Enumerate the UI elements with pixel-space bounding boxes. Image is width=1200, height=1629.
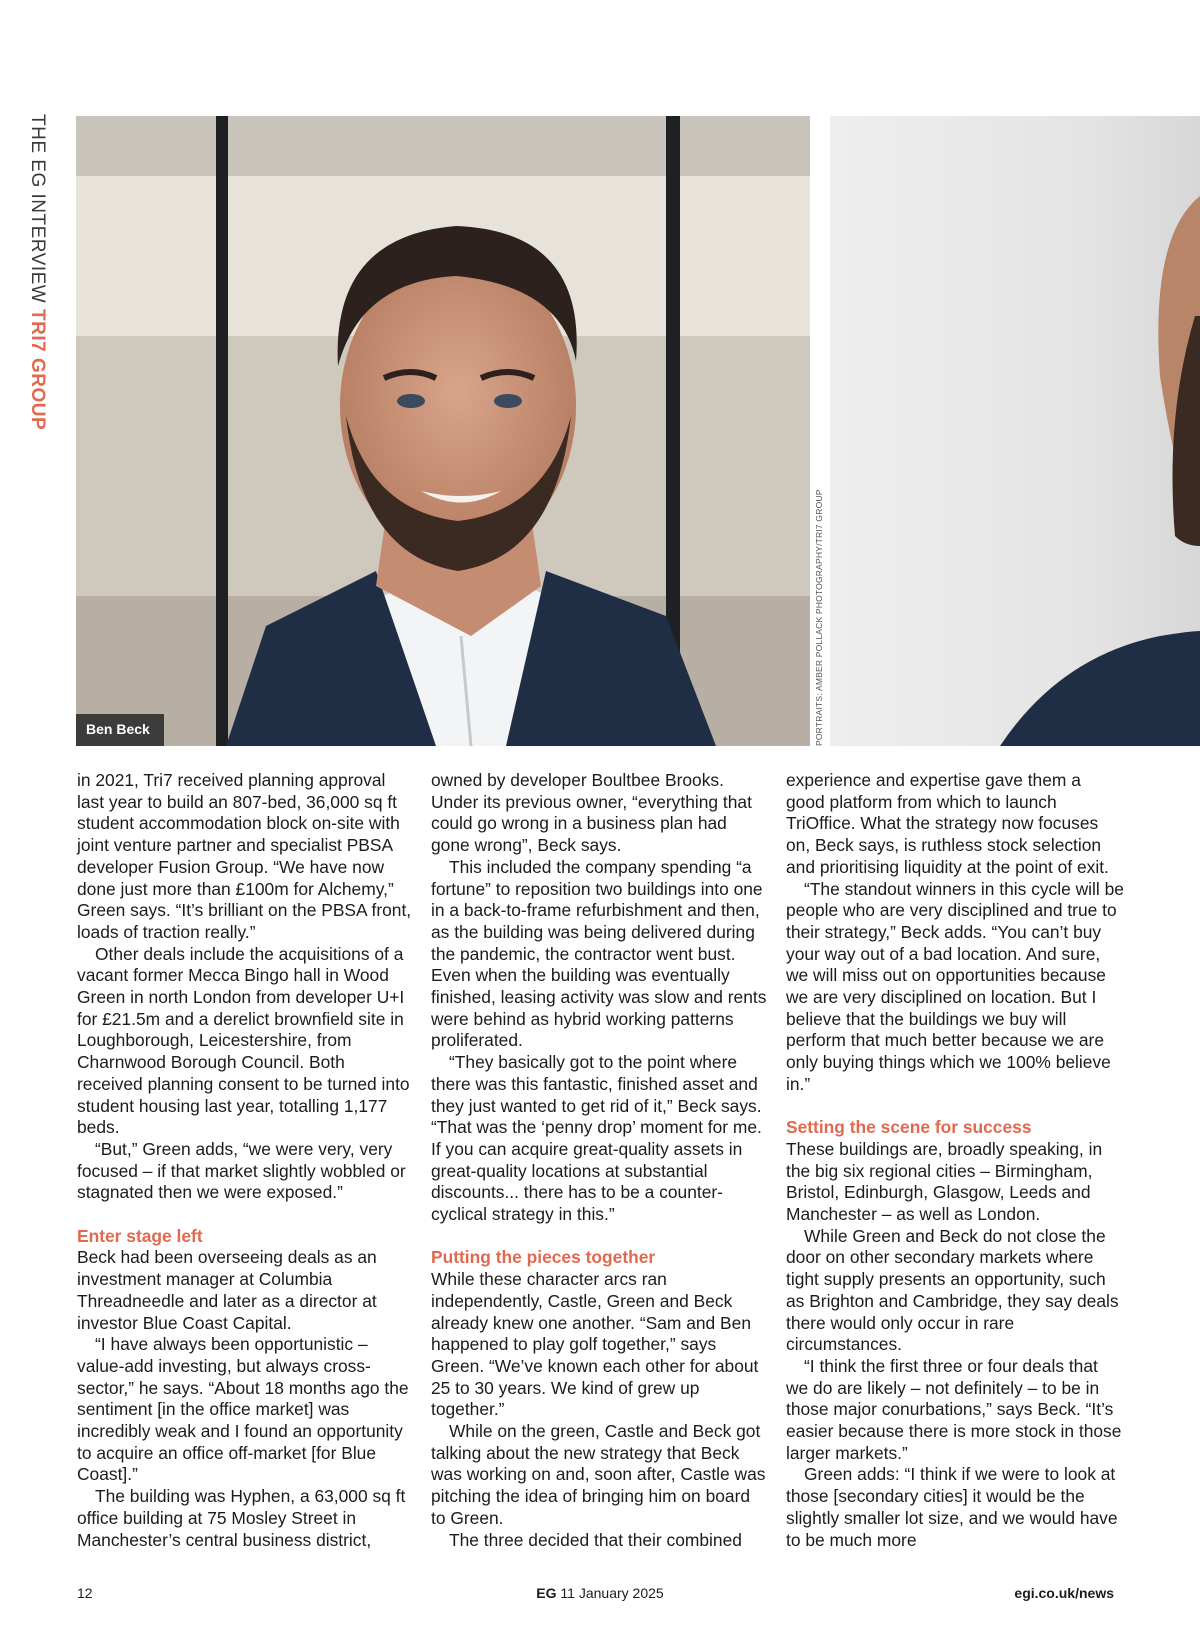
paragraph: “The standout winners in this cycle will be people who are very disciplined and true to their strategy,” Beck adds. “You can’t buy your way out of a bad location. And sure, we will miss out on opportunities because we are very disciplined on location. But I believe that the buildings we buy will perform that much better because we are only buying things which we 100% believe in.”	[786, 878, 1124, 1094]
paragraph: The three decided that their combined	[449, 1529, 742, 1550]
paragraph: experience and expertise gave them a good platform from which to launch TriOffice. What the strategy now focuses on, Beck says, is ruthless stock selection and prioritising liquidity at the point of exit.	[786, 770, 1109, 877]
paragraph: “They basically got to the point where there was this fantastic, finished asset and they just wanted to get rid of it,” Beck says. “That was the ‘penny drop’ moment for me. If you can acquire great-quality assets in great-quality locations at substantial discounts... there has to be a counter-cyclical strategy in this.”	[431, 1052, 762, 1225]
photo-caption: Ben Beck	[76, 714, 164, 746]
subheading: Enter stage left	[77, 1225, 203, 1246]
paragraph: Green adds: “I think if we were to look at those [secondary cities] it would be the slightly smaller lot size, and we would have to be much more	[786, 1464, 1118, 1550]
issue-date: 11 January 2025	[560, 1585, 664, 1601]
paragraph: “I have always been opportunistic – value-add investing, but always cross-sector,” he says. “About 18 months ago the sentiment [in the office market] was incredibly weak and I found an opportunity to acquire an office off-market [for Blue Coast].”	[77, 1334, 409, 1485]
portrait-photo-cropped	[830, 116, 1200, 746]
paragraph: While Green and Beck do not close the door on other secondary markets where tight supply presents an opportunity, such as Brighton and Cambridge, they say deals there would only occur in rare circumstances.	[786, 1225, 1119, 1355]
paragraph: The building was Hyphen, a 63,000 sq ft office building at 75 Mosley Street in Manchester’s central business district,	[77, 1486, 406, 1550]
paragraph: Beck had been overseeing deals as an investment manager at Columbia Threadneedle and later as a director at investor Blue Coast Capital.	[77, 1247, 377, 1333]
paragraph: Other deals include the acquisitions of a vacant former Mecca Bingo hall in Wood Green in north London from developer U+I for £21.5m and a derelict brownfield site in Loughborough, Leicestershire, from Charnwood Borough Council. Both received planning consent to be turned into student housing last year, totalling 1,177 beds.	[77, 943, 410, 1138]
paragraph: owned by developer Boultbee Brooks. Under its previous owner, “everything that could go wrong in a business plan had gone wrong”, Beck says.	[431, 770, 752, 856]
article-column-1	[77, 770, 415, 1551]
portrait-illustration	[76, 116, 810, 746]
publication-name: EG	[536, 1585, 557, 1601]
paragraph: While on the green, Castle and Beck got talking about the new strategy that Beck was working on and, soon after, Castle was pitching the idea of bringing him on board to Green.	[431, 1421, 766, 1528]
section-label	[26, 114, 48, 454]
subheading: Putting the pieces together	[431, 1247, 656, 1268]
paragraph: “But,” Green adds, “we were very, very focused – if that market slightly wobbled or stagnated then we were exposed.”	[77, 1138, 406, 1203]
section-label-highlight: TRI7 GROUP	[27, 309, 48, 431]
photo-credit: PORTRAITS: AMBER POLLACK PHOTOGRAPHY/TRI7 GROUP	[814, 489, 824, 746]
article-column-3	[786, 770, 1124, 1551]
page-number: 12	[77, 1585, 93, 1601]
paragraph: This included the company spending “a fortune” to reposition two buildings into one in a back-to-frame refurbishment and then, as the building was being delivered during the pandemic, the contractor went bust. Even when the building was eventually finished, leasing activity was slow and rents were behind as hybrid working patterns proliferated.	[431, 856, 767, 1051]
article-column-2	[431, 770, 769, 1551]
paragraph: These buildings are, broadly speaking, in the big six regional cities – Birmingham, Bristol, Edinburgh, Glasgow, Leeds and Manchester – as well as London.	[786, 1138, 1103, 1225]
section-label-prefix: THE EG INTERVIEW	[27, 114, 48, 310]
paragraph: in 2021, Tri7 received planning approval last year to build an 807-bed, 36,000 sq ft student accommodation block on-site with joint venture partner and specialist PBSA developer Fusion Group. “We have now done just more than £100m for Alchemy,” Green says. “It’s brilliant on the PBSA front, loads of traction really.”	[77, 770, 412, 942]
site-url: egi.co.uk/news	[1014, 1585, 1114, 1601]
portrait-photo-ben-beck	[76, 116, 810, 746]
subheading: Setting the scene for success	[786, 1117, 1032, 1138]
portrait-illustration-cropped	[830, 116, 1200, 746]
paragraph: While these character arcs ran independently, Castle, Green and Beck already knew one another. “Sam and Ben happened to play golf together,” says Green. “We’ve known each other for about 25 to 30 years. We kind of grew up together.”	[431, 1269, 759, 1420]
paragraph: “I think the first three or four deals that we do are likely – not definitely – to be in those major conurbations,” says Beck. “It’s easier because there is more stock in those larger markets.”	[786, 1355, 1122, 1463]
